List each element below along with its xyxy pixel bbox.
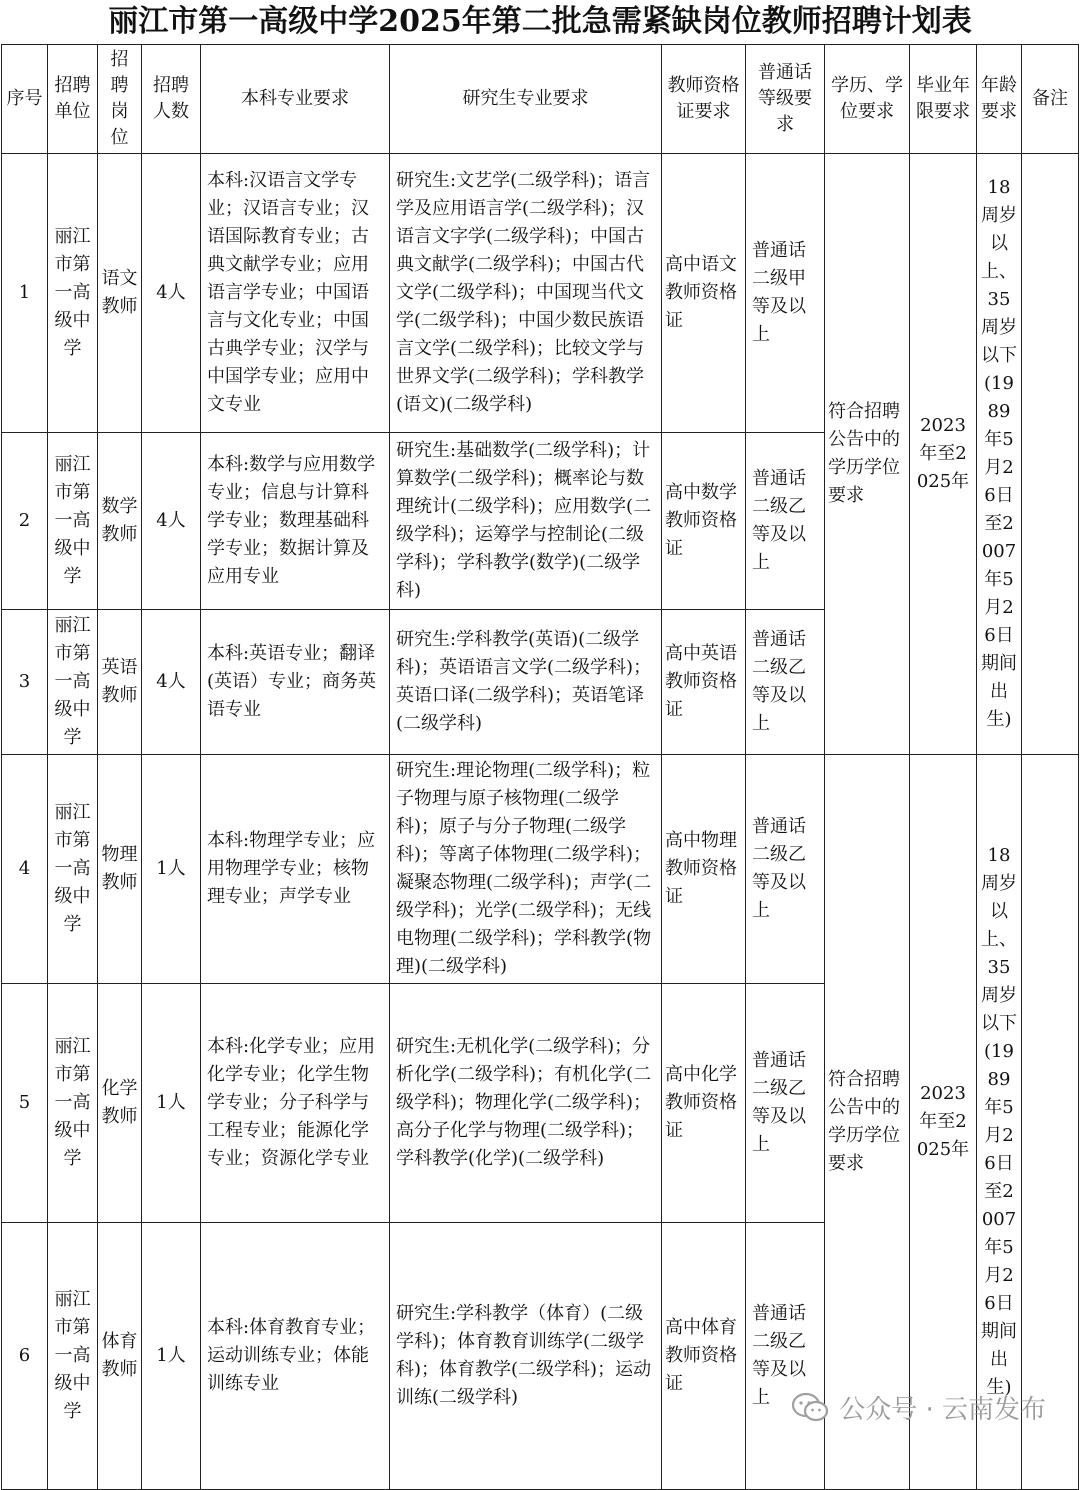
header-count: 招聘人数: [142, 45, 201, 154]
group-note: [1022, 154, 1079, 755]
row-count: 4人: [142, 610, 201, 755]
header-undergrad: 本科专业要求: [201, 45, 390, 154]
row-seq: 1: [2, 154, 48, 433]
row-mandarin: 普通话二级乙等及以上: [746, 755, 825, 984]
row-grad: 研究生:基础数学(二级学科)；计算数学(二级学科)；概率论与数理统计(二级学科)；应用数学(二级学科)；运筹学与控制论(二级学科)；学科教学(数学)(二级学科): [390, 433, 662, 610]
group-age: 18周岁以上、35周岁以下(1989年5月26日至2007年5月26日期间出生): [977, 154, 1022, 755]
page-title: 丽江市第一高级中学2025年第二批急需紧缺岗位教师招聘计划表: [108, 4, 972, 39]
row-mandarin: 普通话二级乙等及以上: [746, 984, 825, 1223]
header-mandarin: 普通话等级要求: [746, 45, 825, 154]
row-undergrad: 本科:汉语言文学专业；汉语言专业；汉语国际教育专业；古典文献学专业；应用语言学专业；中国语言与文化专业；中国古典学专业；汉学与中国学专业；应用中文专业: [201, 154, 390, 433]
row-grad: 研究生:文艺学(二级学科)；语言学及应用语言学(二级学科)；汉语言文字学(二级学科)；中国古典文献学(二级学科)；中国古代文学(二级学科)；中国现当代文学(二级学科)；中国少数民族语言文学(二级学科)；比较文学与世界文学(二级学科)；学科教学(语文)(二级学科): [390, 154, 662, 433]
header-row: [2, 45, 1079, 154]
group-degree: 符合招聘公告中的学历学位要求: [825, 755, 910, 1490]
group-note: [1022, 755, 1079, 1490]
header-seq: 序号: [2, 45, 48, 154]
header-degree: 学历、学位要求: [825, 45, 910, 154]
row-count: 4人: [142, 154, 201, 433]
row-mandarin: 普通话二级乙等及以上: [746, 610, 825, 755]
row-cert: 高中化学教师资格证: [662, 984, 746, 1223]
row-undergrad: 本科:英语专业；翻译(英语）专业；商务英语专业: [201, 610, 390, 755]
header-unit: 招聘单位: [48, 45, 98, 154]
row-grad: 研究生:理论物理(二级学科)；粒子物理与原子核物理(二级学科)；原子与分子物理(二级学科)；等离子体物理(二级学科)；凝聚态物理(二级学科)；声学(二级学科)；光学(二级学科)；无线电物理(二级学科)；学科教学(物理)(二级学科): [390, 755, 662, 984]
row-cert: 高中物理教师资格证: [662, 755, 746, 984]
row-count: 1人: [142, 755, 201, 984]
row-seq: 4: [2, 755, 48, 984]
group-grad-year: 2023年至2025年: [910, 755, 977, 1490]
row-post: 语文教师: [98, 154, 142, 433]
table-row: [2, 755, 1079, 984]
recruitment-table: [1, 44, 1079, 1490]
row-cert: 高中英语教师资格证: [662, 610, 746, 755]
wechat-icon: [791, 1392, 829, 1422]
row-post: 数学教师: [98, 433, 142, 610]
row-count: 1人: [142, 984, 201, 1223]
row-undergrad: 本科:物理学专业；应用物理学专业；核物理专业；声学专业: [201, 755, 390, 984]
row-seq: 3: [2, 610, 48, 755]
row-mandarin: 普通话二级乙等及以上: [746, 433, 825, 610]
row-mandarin: 普通话二级乙等及以上: [746, 1223, 825, 1490]
group-age: 18周岁以上、35周岁以下(1989年5月26日至2007年5月26日期间出生): [977, 755, 1022, 1490]
table-row: [2, 154, 1079, 433]
group-degree: 符合招聘公告中的学历学位要求: [825, 154, 910, 755]
row-cert: 高中数学教师资格证: [662, 433, 746, 610]
row-count: 1人: [142, 1223, 201, 1490]
row-undergrad: 本科:数学与应用数学专业；信息与计算科学专业；数理基础科学专业；数据计算及应用专业: [201, 433, 390, 610]
header-note: 备注: [1022, 45, 1079, 154]
row-unit: 丽江市第一高级中学: [48, 433, 98, 610]
row-mandarin: 普通话二级甲等及以上: [746, 154, 825, 433]
row-seq: 2: [2, 433, 48, 610]
row-unit: 丽江市第一高级中学: [48, 1223, 98, 1490]
row-unit: 丽江市第一高级中学: [48, 154, 98, 433]
header-post: 招聘岗位: [98, 45, 142, 154]
row-post: 物理教师: [98, 755, 142, 984]
watermark-text: 公众号 · 云南发布: [839, 1394, 1046, 1425]
watermark: [791, 1389, 1046, 1425]
row-post: 体育教师: [98, 1223, 142, 1490]
row-post: 化学教师: [98, 984, 142, 1223]
row-undergrad: 本科:体育教育专业；运动训练专业；体能训练专业: [201, 1223, 390, 1490]
row-grad: 研究生:无机化学(二级学科)；分析化学(二级学科)；有机化学(二级学科)；物理化学(二级学科)；高分子化学与物理(二级学科)；学科教学(化学)(二级学科): [390, 984, 662, 1223]
row-unit: 丽江市第一高级中学: [48, 984, 98, 1223]
row-seq: 5: [2, 984, 48, 1223]
header-age: 年龄要求: [977, 45, 1022, 154]
row-unit: 丽江市第一高级中学: [48, 610, 98, 755]
group-grad-year: 2023年至2025年: [910, 154, 977, 755]
header-grad: 研究生专业要求: [390, 45, 662, 154]
row-grad: 研究生:学科教学（体育）(二级学科)；体育教育训练学(二级学科)；体育教学(二级学科)；运动训练(二级学科): [390, 1223, 662, 1490]
row-cert: 高中体育教师资格证: [662, 1223, 746, 1490]
row-undergrad: 本科:化学专业；应用化学专业；化学生物学专业；分子科学与工程专业；能源化学专业；资源化学专业: [201, 984, 390, 1223]
row-unit: 丽江市第一高级中学: [48, 755, 98, 984]
row-cert: 高中语文教师资格证: [662, 154, 746, 433]
row-count: 4人: [142, 433, 201, 610]
header-cert: 教师资格证要求: [662, 45, 746, 154]
row-grad: 研究生:学科教学(英语)(二级学科)；英语语言文学(二级学科)；英语口译(二级学科)；英语笔译(二级学科): [390, 610, 662, 755]
row-post: 英语教师: [98, 610, 142, 755]
header-grad-year: 毕业年限要求: [910, 45, 977, 154]
row-seq: 6: [2, 1223, 48, 1490]
